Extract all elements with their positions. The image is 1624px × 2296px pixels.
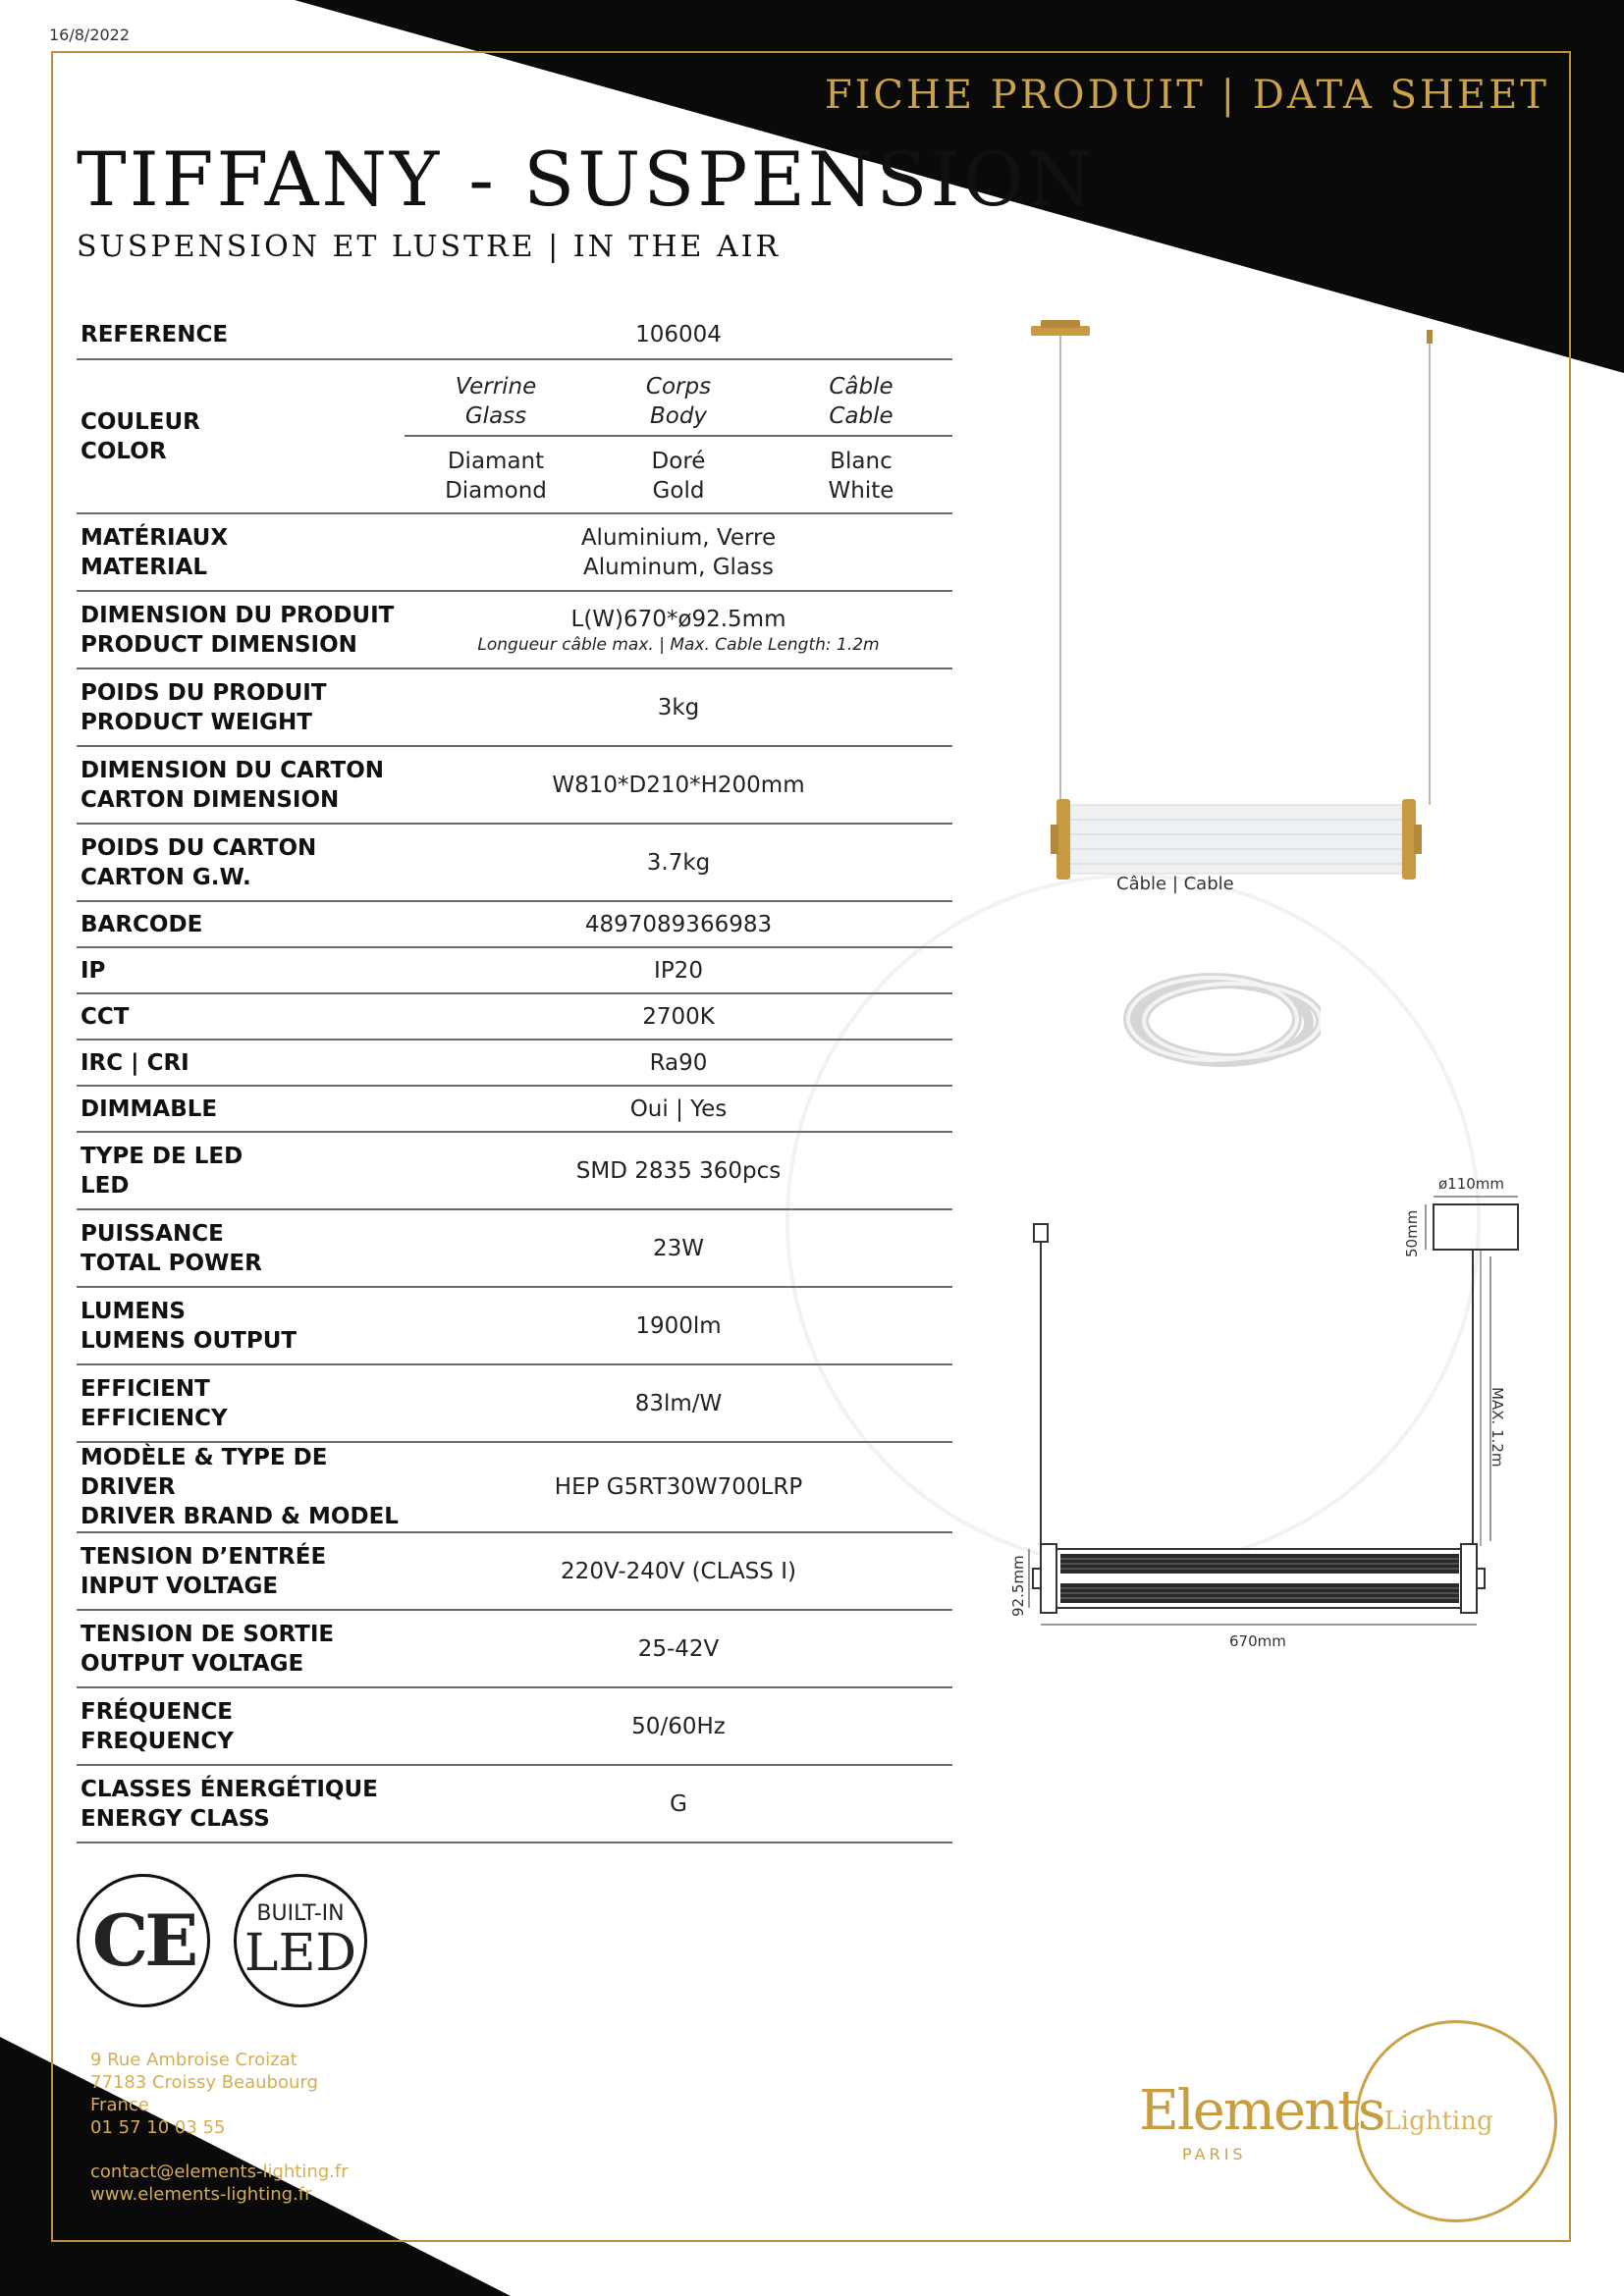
product-photo bbox=[1021, 314, 1453, 883]
spec-row-cri: IRC | CRI Ra90 bbox=[77, 1040, 952, 1086]
spec-row-driver: MODÈLE & TYPE DE DRIVER DRIVER BRAND & MODEL HEP G5RT30W700LRP bbox=[77, 1442, 952, 1532]
cable-coil-photo bbox=[1114, 952, 1321, 1090]
cable-image-label: Câble | Cable bbox=[1116, 874, 1234, 894]
dim-tube-width: 670mm bbox=[1229, 1632, 1286, 1650]
spec-row-ip: IP IP20 bbox=[77, 947, 952, 993]
dim-base-diameter: ø110mm bbox=[1438, 1175, 1505, 1193]
spec-row-lumens: LUMENS LUMENS OUTPUT 1900lm bbox=[77, 1287, 952, 1364]
spec-row-frequency: FRÉQUENCE FREQUENCY 50/60Hz bbox=[77, 1687, 952, 1765]
spec-row-barcode: BARCODE 4897089366983 bbox=[77, 901, 952, 947]
spec-row-material: MATÉRIAUX MATERIAL Aluminium, Verre Aluminum, Glass bbox=[77, 513, 952, 591]
spec-row-input-voltage: TENSION D’ENTRÉE INPUT VOLTAGE 220V-240V (CLASS I) bbox=[77, 1532, 952, 1610]
brand-logo-city: PARIS bbox=[1182, 2145, 1247, 2163]
dim-cable-length: MAX. 1.2m bbox=[1489, 1387, 1506, 1468]
company-address: 9 Rue Ambroise Croizat 77183 Croissy Beaubourg France 01 57 10 03 55 contact@elements-lighting.fr www.elements-lighting.fr bbox=[90, 2050, 349, 2205]
color-headers: Verrine Glass Corps Body Câble Cable bbox=[405, 364, 952, 437]
spec-row-power: PUISSANCE TOTAL POWER 23W bbox=[77, 1209, 952, 1287]
brand-logo: ElementsLighting bbox=[1139, 2079, 1493, 2143]
dim-base-height: 50mm bbox=[1403, 1209, 1421, 1257]
spec-value: 106004 bbox=[405, 311, 952, 359]
contact-email: contact@elements-lighting.fr bbox=[90, 2162, 349, 2182]
spec-row-product-dimension: DIMENSION DU PRODUIT PRODUCT DIMENSION L(W)670*ø92.5mm Longueur câble max. | Max. Cable Length: 1.2m bbox=[77, 591, 952, 668]
website-link: www.elements-lighting.fr bbox=[90, 2184, 312, 2205]
header-section-title: FICHE PRODUIT | DATA SHEET bbox=[824, 73, 1549, 118]
spec-row-carton-weight: POIDS DU CARTON CARTON G.W. 3.7kg bbox=[77, 824, 952, 901]
spec-row-output-voltage: TENSION DE SORTIE OUTPUT VOLTAGE 25-42V bbox=[77, 1610, 952, 1687]
product-title: TIFFANY - SUSPENSION bbox=[77, 135, 1096, 223]
spec-row-color bbox=[77, 359, 952, 513]
spec-row-dimmable: DIMMABLE Oui | Yes bbox=[77, 1086, 952, 1132]
spec-row-energy-class: CLASSES ÉNERGÉTIQUE ENERGY CLASS G bbox=[77, 1765, 952, 1842]
color-subtable bbox=[405, 359, 952, 513]
spec-row-cct: CCT 2700K bbox=[77, 993, 952, 1040]
spec-row-reference bbox=[77, 311, 952, 359]
spec-label: REFERENCE bbox=[77, 311, 405, 359]
ce-mark-icon: CE bbox=[77, 1874, 210, 2007]
spec-row-led-type: TYPE DE LED LED SMD 2835 360pcs bbox=[77, 1132, 952, 1209]
spec-label: COULEUR COLOR bbox=[77, 359, 405, 513]
spec-row-efficiency: EFFICIENT EFFICIENCY 83lm/W bbox=[77, 1364, 952, 1442]
technical-drawing bbox=[992, 1173, 1542, 1664]
spec-row-carton-dimension: DIMENSION DU CARTON CARTON DIMENSION W810*D210*H200mm bbox=[77, 746, 952, 824]
dim-tube-diameter: 92.5mm bbox=[1009, 1555, 1027, 1617]
color-values: Diamant Diamond Doré Gold Blanc White bbox=[445, 448, 894, 504]
built-in-led-badge: BUILT-IN LED bbox=[234, 1874, 367, 2007]
spec-table bbox=[77, 311, 952, 1843]
spec-row-product-weight: POIDS DU PRODUIT PRODUCT WEIGHT 3kg bbox=[77, 668, 952, 746]
product-subtitle: SUSPENSION ET LUSTRE | IN THE AIR bbox=[77, 230, 782, 264]
date: 16/8/2022 bbox=[49, 26, 131, 44]
cable-length-note: Longueur câble max. | Max. Cable Length: 1.2m bbox=[477, 634, 880, 655]
